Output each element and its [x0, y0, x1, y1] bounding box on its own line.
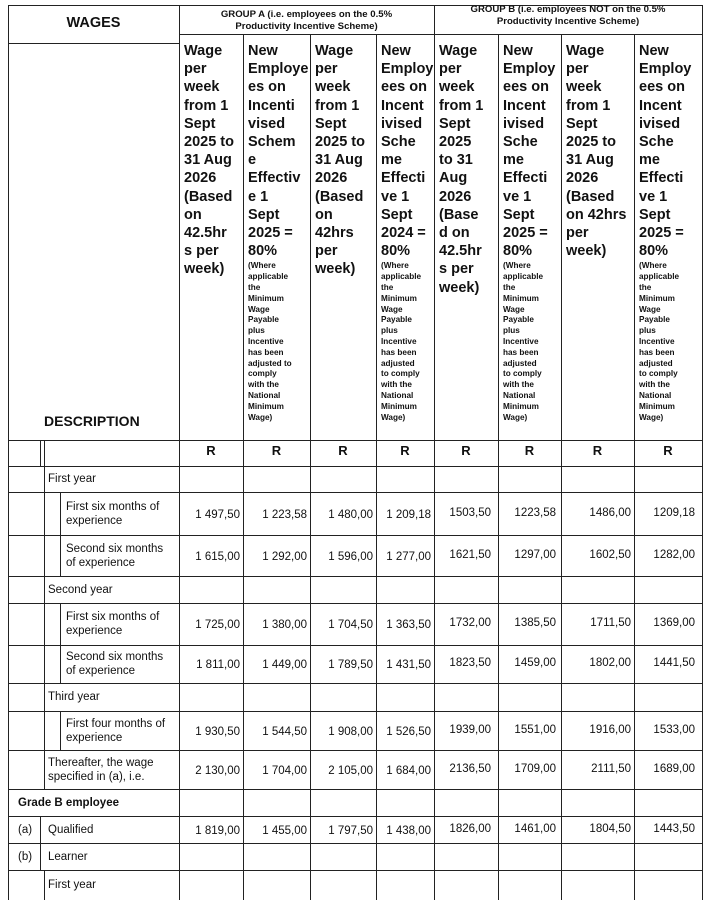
wage-value-cell: 1551,00 [514, 723, 556, 736]
row-label: Third year [48, 691, 100, 703]
column-header-6: New Employ ees on Incent ivised Sche me Effecti ve 1 Sept 2025 = 80% [503, 43, 556, 260]
sub-column-guide [40, 440, 41, 466]
column-header-note-4: (Where applicable the Minimum Wage Payable plus Incentive has been adjusted to comply with the National Minimum Wage) [381, 261, 422, 422]
column-header-3: Wage per week from 1 Sept 2025 to 31 Aug 2026 (Based on 42hrs per week) [315, 43, 365, 278]
wage-value-cell: 1 363,50 [386, 619, 431, 631]
header-divider-wages [8, 43, 179, 44]
wage-value-cell: 1689,00 [653, 762, 695, 775]
wage-value-cell: 1 455,00 [262, 824, 307, 837]
row-divider [8, 576, 702, 577]
wage-value-cell: 1 704,50 [328, 619, 373, 631]
column-header-note-6: (Where applicable the Minimum Wage Payable plus Incentive has been adjusted to comply with the National Minimum Wage) [503, 261, 544, 422]
wage-value-cell: 1459,00 [514, 657, 556, 669]
sub-column-guide [44, 870, 45, 900]
wage-value-cell: 1 789,50 [328, 659, 373, 671]
wage-value-cell: 1 819,00 [195, 824, 240, 837]
wage-value-cell: 2136,50 [449, 762, 491, 775]
wage-value-cell: 1 725,00 [195, 619, 240, 631]
wage-value-cell: 1 480,00 [328, 508, 373, 521]
wage-value-cell: 1802,00 [589, 657, 631, 669]
wage-value-cell: 1939,00 [449, 723, 491, 736]
wage-value-cell: 1 930,50 [195, 725, 240, 738]
description-label: DESCRIPTION [44, 413, 140, 429]
wage-value-cell: 1443,50 [653, 822, 695, 835]
sub-column-guide [60, 711, 61, 750]
row-label: Thereafter, the wage specified in (a), i.e. [48, 756, 154, 783]
row-divider [8, 816, 702, 817]
row-label: Qualified [48, 823, 94, 836]
wage-value-cell: 1441,50 [653, 657, 695, 669]
row-label: First six months of experience [66, 500, 160, 527]
wage-value-cell: 1369,00 [653, 617, 695, 629]
wage-value-cell: 1486,00 [589, 506, 631, 519]
row-divider [8, 750, 702, 751]
wage-value-cell: 2 130,00 [195, 764, 240, 777]
group-b-header: GROUP B (i.e. employees NOT on the 0.5% Productivity Incentive Scheme) [470, 4, 666, 27]
wage-value-cell: 1 209,18 [386, 508, 431, 521]
wage-value-cell: 1 704,00 [262, 764, 307, 777]
wage-value-cell: 1533,00 [653, 723, 695, 736]
wage-value-cell: 1 449,00 [262, 659, 307, 671]
column-header-1: Wage per week from 1 Sept 2025 to 31 Aug 2026 (Based on 42.5hr s per week) [184, 43, 234, 278]
wage-value-cell: 1503,50 [449, 506, 491, 519]
wage-value-cell: 1602,50 [589, 548, 631, 561]
wage-value-cell: 1 292,00 [262, 550, 307, 563]
row-divider [8, 683, 702, 684]
wage-value-cell: 1 438,00 [386, 824, 431, 837]
row-divider [8, 789, 702, 790]
wage-value-cell: 1223,58 [514, 506, 556, 519]
row-divider [8, 535, 702, 536]
wage-value-cell: 1461,00 [514, 822, 556, 835]
header-divider-groups [179, 34, 702, 35]
row-divider [8, 603, 702, 604]
wage-value-cell: 1823,50 [449, 657, 491, 669]
row-label: First year [48, 879, 96, 891]
wage-value-cell: 1916,00 [589, 723, 631, 736]
row-label: Learner [48, 850, 88, 863]
sub-column-guide [60, 603, 61, 683]
row-divider [8, 466, 702, 467]
currency-label: R [592, 443, 603, 458]
row-label: Grade B employee [18, 796, 119, 809]
currency-label: R [206, 443, 216, 458]
currency-label: R [524, 443, 535, 458]
row-divider [8, 870, 702, 871]
wage-value-cell: 1 223,58 [262, 508, 307, 521]
column-header-5: Wage per week from 1 Sept 2025 to 31 Aug 2026 (Base d on 42.5hr s per week) [439, 43, 484, 296]
wage-value-cell: 1385,50 [514, 617, 556, 629]
wage-value-cell: 1 596,00 [328, 550, 373, 563]
wage-value-cell: 1209,18 [653, 506, 695, 519]
row-label: Second year [48, 583, 113, 596]
wage-value-cell: 1 615,00 [195, 550, 240, 563]
wage-value-cell: 2111,50 [591, 762, 631, 775]
currency-label: R [461, 443, 471, 458]
wage-value-cell: 1709,00 [514, 762, 556, 775]
wage-value-cell: 1 684,00 [386, 764, 431, 777]
column-header-note-8: (Where applicable the Minimum Wage Payable plus Incentive has been adjusted to comply with the National Minimum Wage) [639, 261, 680, 422]
row-label: Second six months of experience [66, 542, 164, 569]
wages-title: WAGES [66, 15, 121, 31]
wage-value-cell: 1711,50 [590, 617, 631, 629]
currency-label: R [271, 443, 282, 458]
table-border-left [8, 5, 9, 900]
group-a-header: GROUP A (i.e. employees on the 0.5% Productivity Incentive Scheme) [220, 9, 393, 32]
row-label: First six months of experience [66, 611, 160, 637]
column-header-8: New Employ ees on Incent ivised Sche me Effecti ve 1 Sept 2025 = 80% [639, 43, 692, 260]
wage-value-cell: 1 908,00 [328, 725, 373, 738]
wage-value-cell: 1297,00 [514, 548, 556, 561]
row-divider [8, 711, 702, 712]
wage-value-cell: 1 380,00 [262, 619, 307, 631]
wage-value-cell: 1804,50 [589, 822, 631, 835]
row-marker: (a) [18, 823, 33, 836]
table-border-right [702, 5, 703, 900]
currency-label: R [663, 443, 673, 458]
wage-value-cell: 1621,50 [449, 548, 491, 561]
wage-value-cell: 1826,00 [449, 822, 491, 835]
column-header-2: New Employe es on Incenti vised Schem e Effectiv e 1 Sept 2025 = 80% [248, 43, 309, 260]
currency-label: R [338, 443, 348, 458]
column-header-7: Wage per week from 1 Sept 2025 to 31 Aug 2026 (Based on 42hrs per week) [566, 43, 627, 260]
column-header-4: New Employ ees on Incent ivised Sche me Effecti ve 1 Sept 2024 = 80% [381, 43, 434, 260]
column-header-note-2: (Where applicable the Minimum Wage Payable plus Incentive has been adjusted to comply with the National Minimum Wage) [248, 261, 292, 422]
sub-column-guide [44, 466, 45, 789]
wage-value-cell: 1282,00 [653, 548, 695, 561]
row-label: Second six months of experience [66, 651, 164, 677]
wage-value-cell: 1 811,00 [196, 659, 240, 671]
row-label: First year [48, 473, 96, 485]
sub-column-guide [60, 492, 61, 576]
row-divider [8, 492, 702, 493]
wage-value-cell: 1732,00 [449, 617, 491, 629]
row-label: First four months of experience [66, 717, 166, 744]
wage-value-cell: 1 431,50 [386, 659, 431, 671]
wage-value-cell: 1 797,50 [328, 824, 373, 837]
wage-value-cell: 1 526,50 [386, 725, 431, 738]
wage-value-cell: 1 544,50 [262, 725, 307, 738]
wage-value-cell: 1 277,00 [386, 550, 431, 563]
header-bottom-rule [8, 440, 702, 441]
wage-value-cell: 1 497,50 [195, 508, 240, 521]
row-marker: (b) [18, 850, 33, 863]
sub-column-guide [44, 440, 45, 466]
row-divider [8, 645, 702, 646]
row-divider [8, 843, 702, 844]
currency-label: R [400, 443, 410, 458]
wage-value-cell: 2 105,00 [328, 764, 373, 777]
